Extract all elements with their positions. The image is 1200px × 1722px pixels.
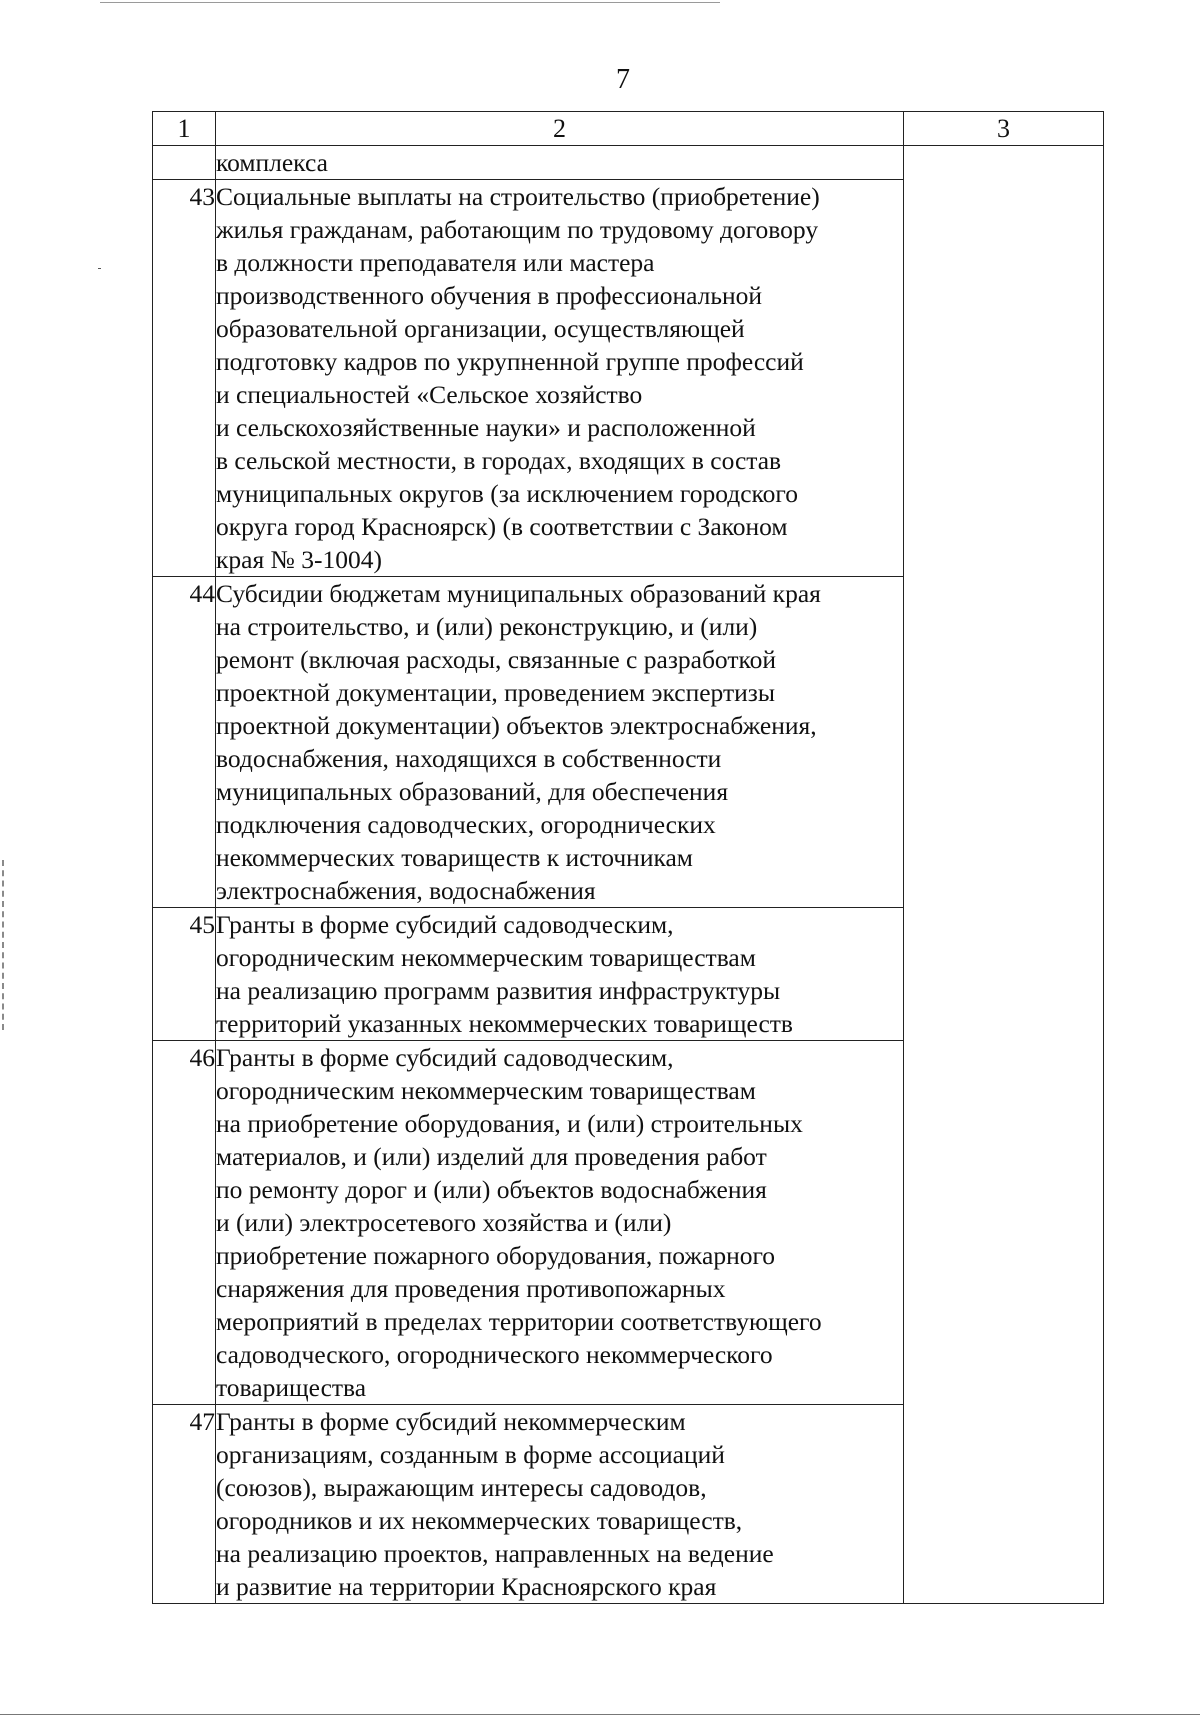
description-line: и (или) электросетевого хозяйства и (или) — [216, 1208, 672, 1237]
description-line: мероприятий в пределах территории соответствующего — [216, 1307, 822, 1336]
description-line: огородническим некоммерческим товариществам — [216, 943, 756, 972]
scan-edge-bottom — [0, 1714, 1200, 1715]
description-line: территорий указанных некоммерческих товариществ — [216, 1009, 793, 1038]
description-line: огородников и их некоммерческих товариществ, — [216, 1506, 743, 1535]
scan-speck — [98, 268, 101, 269]
description-line: водоснабжения, находящихся в собственности — [216, 744, 722, 773]
description-line: ремонт (включая расходы, связанные с разработкой — [216, 645, 776, 674]
row-number: 44 — [153, 577, 216, 908]
description-line: некоммерческих товариществ к источникам — [216, 843, 693, 872]
header-col-3: 3 — [904, 112, 1104, 146]
row-number: 43 — [153, 180, 216, 577]
description-line: проектной документации) объектов электроснабжения, — [216, 711, 817, 740]
description-line: огородническим некоммерческим товариществам — [216, 1076, 756, 1105]
description-line: Гранты в форме субсидий садоводческим, — [216, 910, 674, 939]
row-number: 46 — [153, 1041, 216, 1405]
description-line: производственного обучения в профессиональной — [216, 281, 763, 310]
description-line: и специальностей «Сельское хозяйство — [216, 380, 643, 409]
description-line: в должности преподавателя или мастера — [216, 248, 655, 277]
table-body — [153, 146, 1104, 1604]
description-line: по ремонту дорог и (или) объектов водоснабжения — [216, 1175, 767, 1204]
description-line: материалов, и (или) изделий для проведения работ — [216, 1142, 767, 1171]
description-line: подключения садоводческих, огороднических — [216, 810, 716, 839]
description-line: образовательной организации, осуществляющей — [216, 314, 745, 343]
description-line: проектной документации, проведением экспертизы — [216, 678, 775, 707]
description-line: на строительство, и (или) реконструкцию, и (или) — [216, 612, 758, 641]
column-3-cell — [904, 146, 1104, 1604]
scan-edge-top — [100, 2, 720, 3]
description-line: организациям, созданным в форме ассоциаций — [216, 1440, 725, 1469]
row-description — [216, 908, 904, 1041]
description-line: и сельскохозяйственные науки» и расположенной — [216, 413, 756, 442]
description-line: приобретение пожарного оборудования, пожарного — [216, 1241, 776, 1270]
table-header-row — [153, 112, 1104, 146]
description-line: муниципальных округов (за исключением городского — [216, 479, 798, 508]
row-description — [216, 180, 904, 577]
table-row — [153, 146, 1104, 180]
description-line: округа город Красноярск) (в соответствии с Законом — [216, 512, 788, 541]
row-description — [216, 1041, 904, 1405]
description-line: на реализацию программ развития инфраструктуры — [216, 976, 781, 1005]
row-number — [153, 146, 216, 180]
page-number: 7 — [616, 64, 630, 95]
description-line: и развитие на территории Красноярского края — [216, 1572, 717, 1601]
row-number: 45 — [153, 908, 216, 1041]
description-line: товарищества — [216, 1373, 367, 1402]
description-line: подготовку кадров по укрупненной группе профессий — [216, 347, 804, 376]
description-line: на приобретение оборудования, и (или) строительных — [216, 1109, 803, 1138]
scan-edge-marks — [2, 860, 4, 1030]
description-line: в сельской местности, в городах, входящих в состав — [216, 446, 782, 475]
description-line: комплекса — [216, 148, 328, 177]
description-line: Субсидии бюджетам муниципальных образований края — [216, 579, 821, 608]
description-line: Гранты в форме субсидий садоводческим, — [216, 1043, 674, 1072]
description-line: электроснабжения, водоснабжения — [216, 876, 596, 905]
description-line: снаряжения для проведения противопожарных — [216, 1274, 726, 1303]
description-line: садоводческого, огороднического некоммерческого — [216, 1340, 773, 1369]
row-description — [216, 577, 904, 908]
row-number: 47 — [153, 1405, 216, 1604]
description-line: муниципальных образований, для обеспечения — [216, 777, 729, 806]
description-line: на реализацию проектов, направленных на ведение — [216, 1539, 774, 1568]
description-line: Социальные выплаты на строительство (приобретение) — [216, 182, 820, 211]
description-line: края № 3-1004) — [216, 545, 382, 574]
row-description — [216, 1405, 904, 1604]
description-line: (союзов), выражающим интересы садоводов, — [216, 1473, 707, 1502]
description-line: Гранты в форме субсидий некоммерческим — [216, 1407, 686, 1436]
description-line: жилья гражданам, работающим по трудовому договору — [216, 215, 819, 244]
document-table — [152, 111, 1104, 1604]
header-col-2: 2 — [216, 112, 904, 146]
row-description — [216, 146, 904, 180]
header-col-1: 1 — [153, 112, 216, 146]
